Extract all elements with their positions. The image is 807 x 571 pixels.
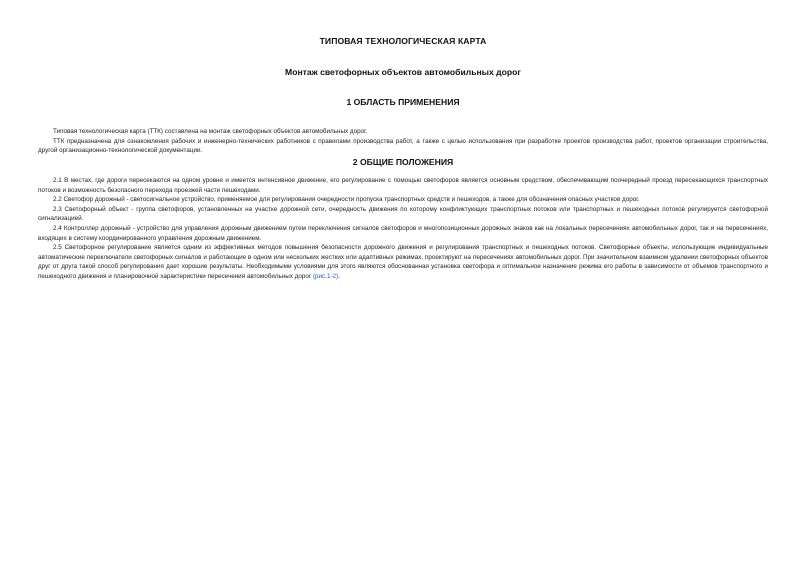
paragraph: 2.2 Светофор дорожный - светосигнальное устройство, применяемое для регулирования очередности пропуска транспортных средств и пешеходов, а также для обозначения опасных участков дорог. (53, 196, 640, 204)
section-heading-scope: 1 ОБЛАСТЬ ПРИМЕНЕНИЯ (346, 97, 460, 107)
section-scope-body (38, 127, 768, 156)
section-heading-general: 2 ОБЩИЕ ПОЛОЖЕНИЯ (352, 157, 454, 167)
document-subtitle: Монтаж светофорных объектов автомобильных дорог (285, 67, 521, 77)
paragraph: 2.1 В местах, где дороги пересекаются на одном уровне и имеется интенсивное движение, его регулирование с помощью светофоров является основным средством, обеспечивающим поочередный проезд пересекающихся транспортных потоков и возможность безопасного перехода проезжей части пешеходами. (38, 177, 768, 194)
paragraph-with-figure-reference (38, 243, 768, 281)
paragraph: ТТК предназначена для ознакомления рабочих и инженерно-технических работников с правилами производства работ, а также с целью использования при разработке проектов производства работ, проектов организации строительства, другой организационно-технологической документации. (38, 137, 768, 155)
paragraph: 2.4 Контроллер дорожный - устройство для управления дорожным движением путем переключения сигналов светофоров и многопозиционных дорожных знаков как на локальных пересечениях автомобильных дорог, так и на пересечениях, входящих в систему координированного управления дорожным движением. (38, 224, 768, 242)
document-title: ТИПОВАЯ ТЕХНОЛОГИЧЕСКАЯ КАРТА (319, 36, 487, 46)
paragraph: Типовая технологическая карта (ТТК) составлена на монтаж светофорных объектов автомобильных дорог. (53, 128, 368, 135)
paragraph-text: 2.5 Светофорное регулирование является одним из эффективных методов повышения безопасности дорожного движения и регулирования транспортных и пешеходных потоков. Светофорные объекты, использующие индивидуальные автоматические переключатели светофорных сигналов и работающие в одном или нескольких жестких или адаптивных режимах, проектируют на пересечениях автомобильных дорог. При значительном взаимном удалении светофорных объектов друг от друга такой способ регулирования дает хорошие результаты. Необходимыми условиями для этого являются обоснованная установка светофора и оптимальное назначение режима его работы в зависимости от объемов транспортного и пешеходного движения и планировочной характеристики пересечения автомобильных дорог (38, 244, 768, 280)
figure-reference-link[interactable]: (рис.1-2) (312, 272, 339, 280)
section-general-body (38, 176, 768, 282)
paragraph: 2.3 Светофорный объект - группа светофоров, установленных на участке дорожной сети, очередность движения по которому конфликтующих транспортных потоков или транспортных и пешеходных потоков регулируется светофорной сигнализацией. (38, 205, 768, 223)
paragraph-end: . (338, 272, 340, 280)
